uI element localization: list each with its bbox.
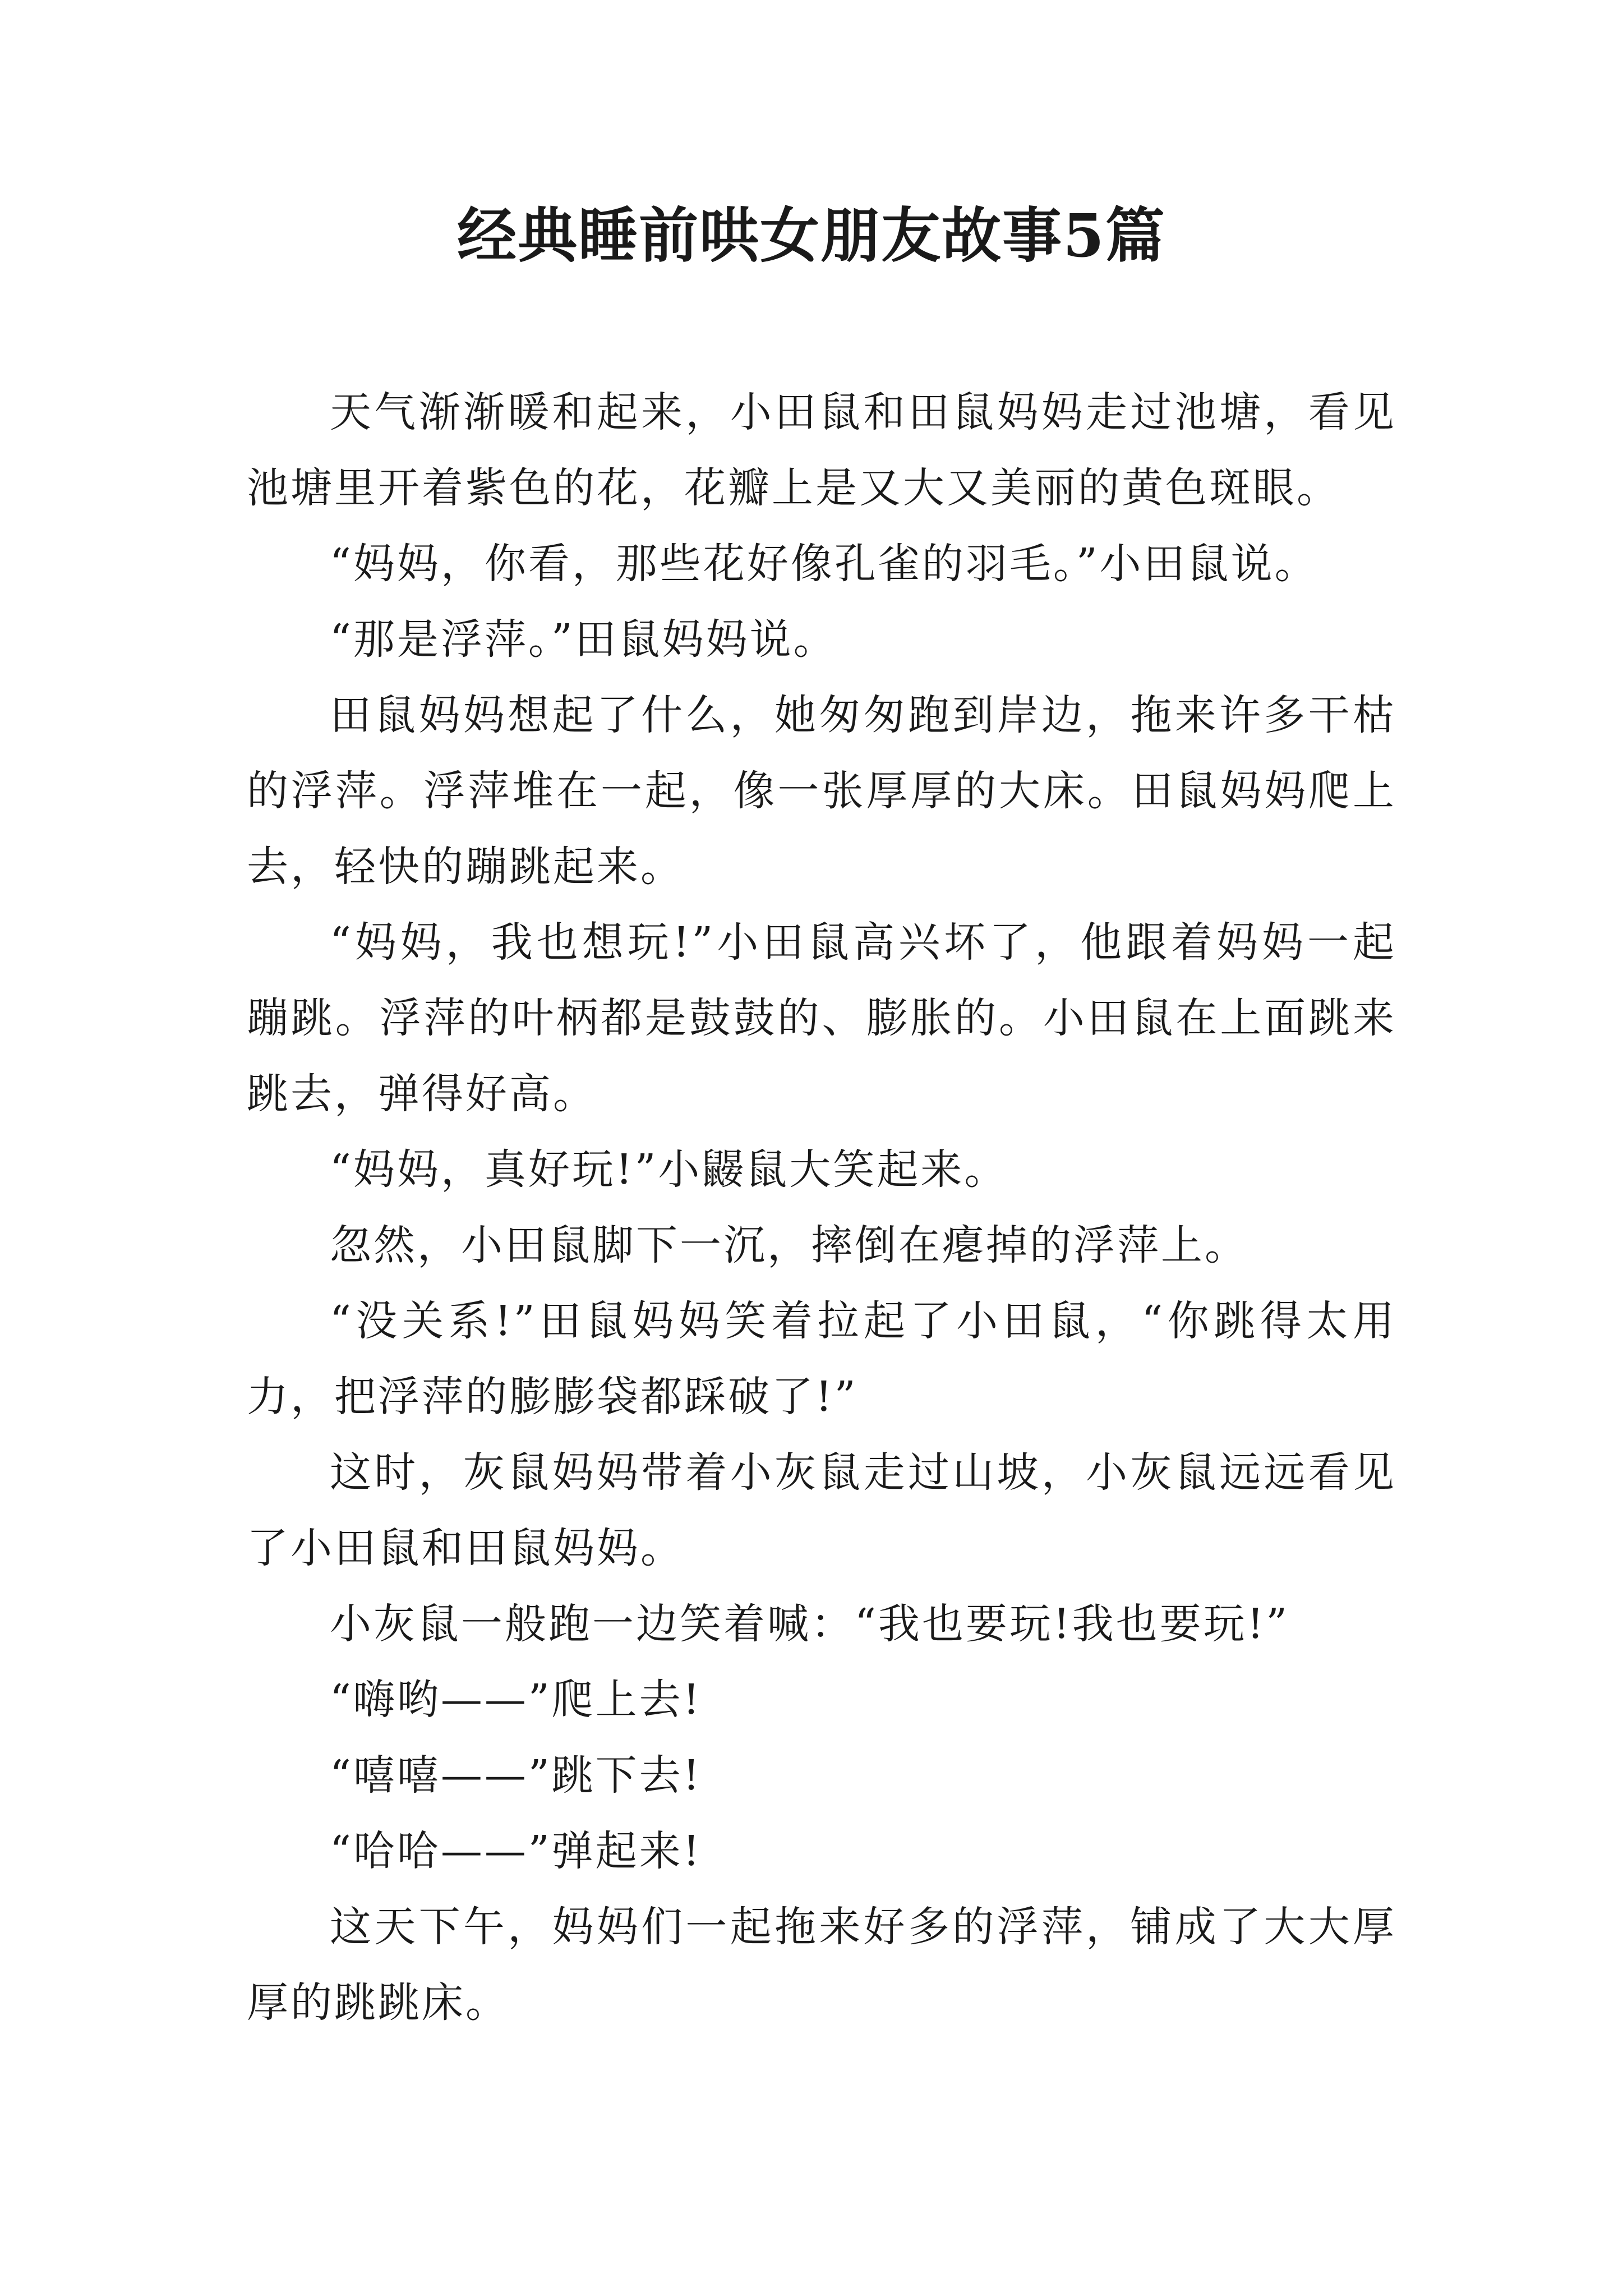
paragraph: “嗨哟——”爬上去!: [330, 1676, 702, 1724]
paragraph: “妈妈，真好玩!”小鼹鼠大笑起来。: [330, 1145, 1008, 1194]
paragraph: “没关系!”田鼠妈妈笑着拉起了小田鼠，“你跳得太用力，把浮萍的膨膨袋都踩破了!”: [247, 1297, 1396, 1421]
paragraph: 田鼠妈妈想起了什么，她匆匆跑到岸边，拖来许多干枯的浮萍。浮萍堆在一起，像一张厚厚的大床。田鼠妈妈爬上去，轻快的蹦跳起来。: [247, 691, 1396, 891]
document-body: [247, 375, 1396, 2041]
paragraph: 小灰鼠一般跑一边笑着喊：“我也要玩!我也要玩!”: [330, 1600, 1290, 1648]
document-title: 经典睡前哄女朋友故事5篇: [457, 200, 1166, 270]
paragraph: 这时，灰鼠妈妈带着小灰鼠走过山坡，小灰鼠远远看见了小田鼠和田鼠妈妈。: [247, 1448, 1396, 1572]
paragraph: 天气渐渐暖和起来，小田鼠和田鼠妈妈走过池塘，看见池塘里开着紫色的花，花瓣上是又大又美丽的黄色斑眼。: [247, 388, 1396, 512]
paragraph: “那是浮萍。”田鼠妈妈说。: [330, 615, 837, 664]
paragraph: 这天下午，妈妈们一起拖来好多的浮萍，铺成了大大厚厚的跳跳床。: [247, 1903, 1396, 2027]
paragraph: 忽然，小田鼠脚下一沉，摔倒在瘪掉的浮萍上。: [330, 1221, 1248, 1269]
paragraph: “妈妈，我也想玩!”小田鼠高兴坏了，他跟着妈妈一起蹦跳。浮萍的叶柄都是鼓鼓的、膨胀的。小田鼠在上面跳来跳去，弹得好高。: [247, 918, 1396, 1118]
paragraph: “哈哈——”弹起来!: [330, 1827, 702, 1875]
paragraph: “妈妈，你看，那些花好像孔雀的羽毛。”小田鼠说。: [330, 540, 1318, 588]
paragraph: “嘻嘻——”跳下去!: [330, 1751, 702, 1800]
